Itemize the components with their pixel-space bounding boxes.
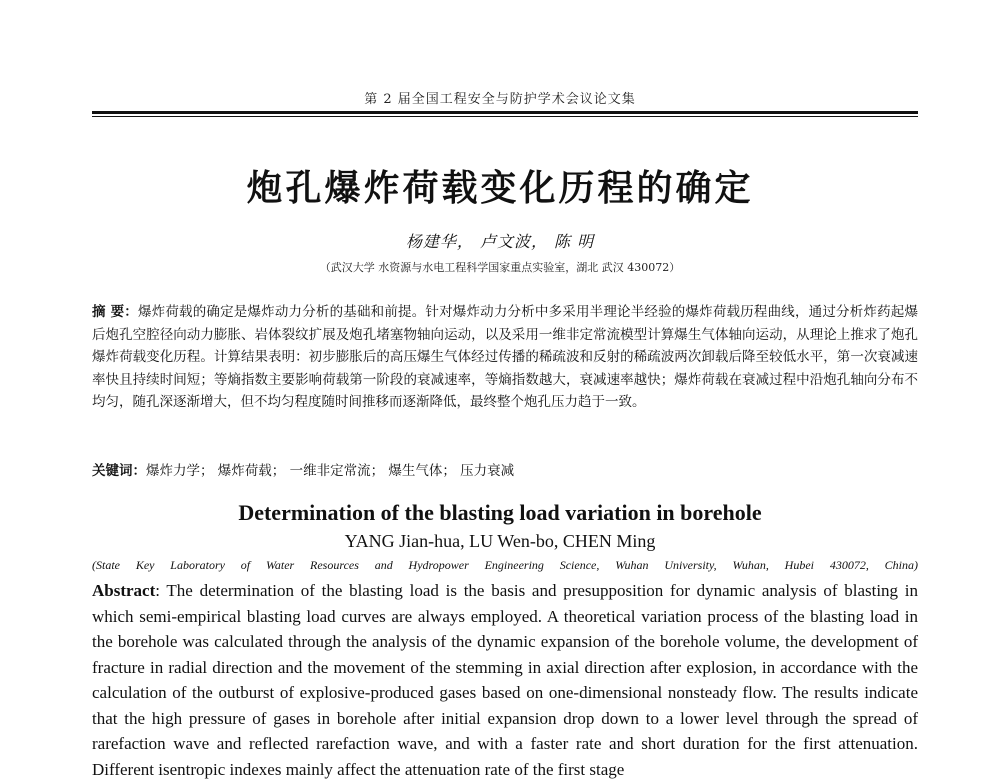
keywords-chinese-text: 爆炸力学； 爆炸荷载； 一维非定常流； 爆生气体； 压力衰减 [146,463,515,479]
authors-english: YANG Jian-hua, LU Wen-bo, CHEN Ming [344,531,656,551]
header-rule-thick [92,111,918,114]
abstract-chinese-text: 爆炸荷载的确定是爆炸动力分析的基础和前提。针对爆炸动力分析中多采用半理论半经验的爆炸荷载历程曲线，通过分析炸药起爆后炮孔空腔径向动力膨胀、岩体裂纹扩展及炮孔堵塞物轴向运动，以及采用一维非定常流模型计算爆生气体轴向运动，从理论上推求了炮孔爆炸荷载变化历程。计算结果表明：初步膨胀后的高压爆生气体经过传播的稀疏波和反射的稀疏波两次卸载后降至较低水平，第一次衰减速率快且持续时间短；等熵指数主要影响荷载第一阶段的衰减速率，等熵指数越大，衰减速率越快；爆炸荷载在衰减过程中沿炮孔轴向分布不均匀，随孔深逐渐增大，但不均匀程度随时间推移而逐渐降低，最终整个炮孔压力趋于一致。 [92,304,918,410]
affiliation-chinese: （武汉大学 水资源与水电工程科学国家重点实验室，湖北 武汉 430072） [319,261,681,274]
abstract-english-text: : The determination of the blasting load is the basis and presupposition for dynamic analysis of blasting in which semi-empirical blasting load curves are always employed. A theoretical variation process of the blasting load in the borehole was calculated through the analysis of the dynamic expansion of the borehole volume, the development of fracture in radial direction and the movement of the stemming in axial direction after explosion, in accordance with the calculation of the outburst of explosive-produced gases based on one-dimensional nonsteady flow. The results indicate that the high pressure of gases in borehole after initial expansion drop down to a lower level through the spread of rarefaction wave and reflected rarefaction wave, and with a faster rate and short duration for the first attenuation. Different isentropic indexes mainly affect the attenuation rate of the first stage [92,581,918,779]
affiliation-english: (State Key Laboratory of Water Resources and Hydropower Engineering Science, Wuhan University, Wuhan, Hubei 430072, China) [92,558,918,572]
abstract-english [92,578,918,782]
title-english: Determination of the blasting load variation in borehole [238,500,762,525]
title-chinese: 炮孔爆炸荷载变化历程的确定 [246,168,754,209]
authors-chinese: 杨建华， 卢文波， 陈 明 [405,232,595,251]
abstract-english-label: Abstract [92,581,156,600]
abstract-chinese [92,301,918,414]
header-rule-thin [92,116,918,117]
keywords-chinese [92,460,918,482]
keywords-chinese-label: 关键词： [92,463,146,479]
running-head: 第 2 届全国工程安全与防护学术会议论文集 [364,92,636,107]
abstract-chinese-label: 摘 要： [92,304,138,320]
